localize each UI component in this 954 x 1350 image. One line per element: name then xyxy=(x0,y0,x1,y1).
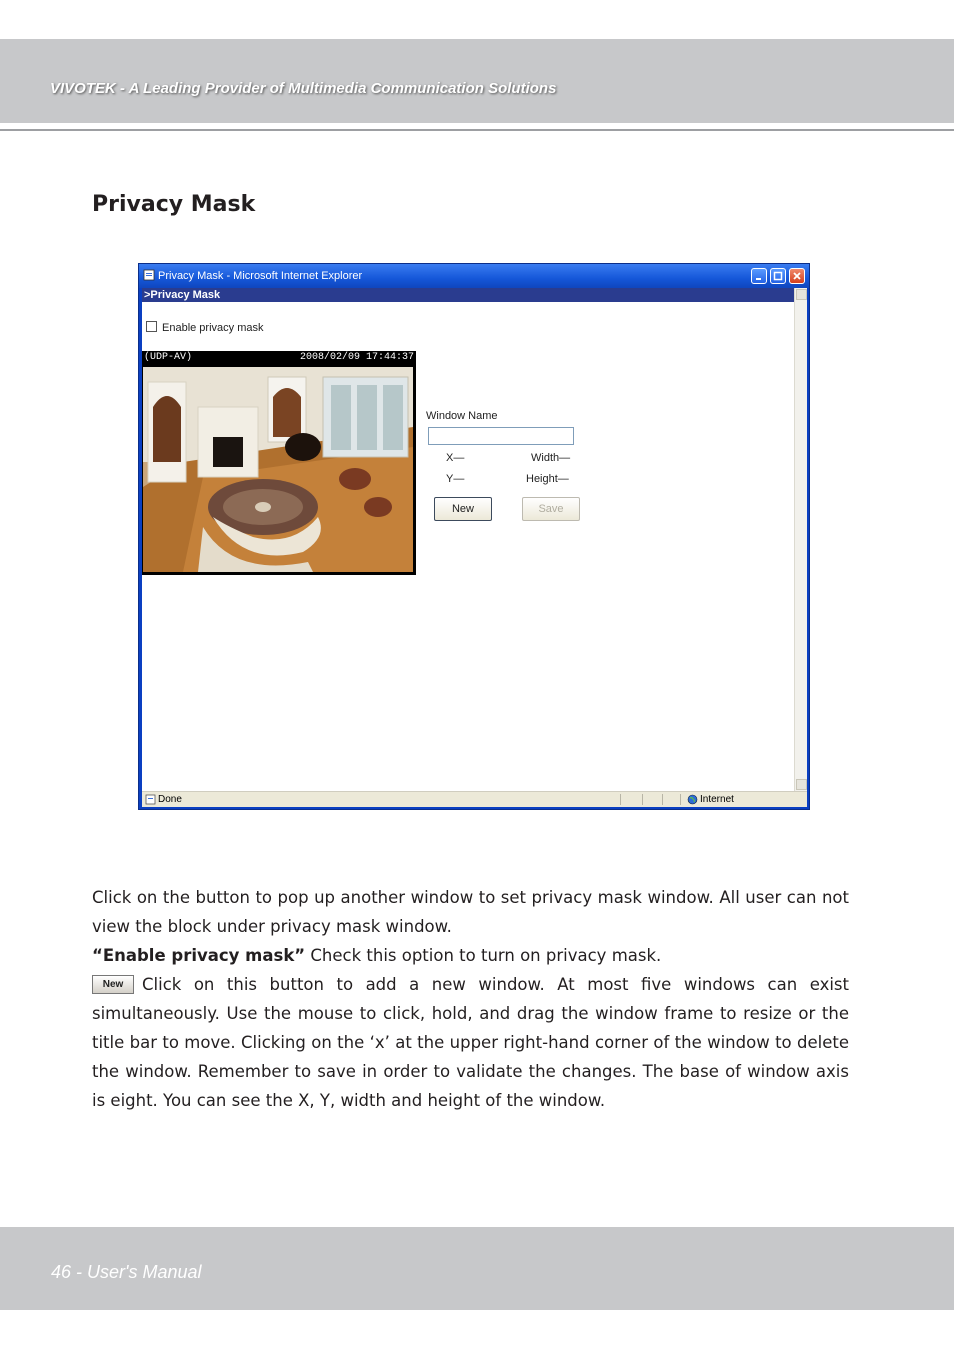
status-divider xyxy=(680,794,681,805)
security-zone-text: Internet xyxy=(700,794,734,805)
page-header-bar xyxy=(142,288,794,302)
status-divider xyxy=(642,794,643,805)
status-divider xyxy=(620,794,621,805)
globe-icon xyxy=(687,794,698,805)
enable-privacy-mask-label: Enable privacy mask xyxy=(162,322,264,334)
status-text: Done xyxy=(158,794,182,805)
ie-page-icon xyxy=(143,269,155,281)
video-info-bar xyxy=(142,351,416,365)
camera-room-image xyxy=(143,367,413,572)
video-timestamp: 2008/02/09 17:44:37 xyxy=(299,352,414,363)
video-protocol-label: (UDP-AV) xyxy=(144,352,193,363)
height-label: Height— xyxy=(526,473,569,485)
header-tagline: VIVOTEK - A Leading Provider of Multimedia Communication Solutions xyxy=(50,80,557,97)
new-button-paragraph xyxy=(92,970,849,1115)
enable-privacy-mask-checkbox[interactable] xyxy=(146,321,157,332)
close-icon[interactable] xyxy=(789,268,805,284)
maximize-icon[interactable] xyxy=(770,268,786,284)
window-name-label: Window Name xyxy=(426,410,498,422)
video-preview[interactable] xyxy=(142,351,416,575)
ie-status-bar xyxy=(142,791,807,807)
ie-window-title: Privacy Mask - Microsoft Internet Explorer xyxy=(158,270,363,282)
ie-window-screenshot xyxy=(138,263,810,810)
x-label: X— xyxy=(446,452,465,464)
section-title: Privacy Mask xyxy=(92,192,256,217)
new-button-illustration: New xyxy=(92,975,134,994)
enable-option-paragraph xyxy=(92,941,849,970)
status-divider xyxy=(662,794,663,805)
intro-paragraph: Click on the button to pop up another window to set privacy mask window. All user can not view the block under privacy mask window. xyxy=(92,888,849,936)
page-header-title: >Privacy Mask xyxy=(144,289,221,301)
scroll-up-icon[interactable] xyxy=(796,289,807,300)
enable-option-description: Check this option to turn on privacy mask. xyxy=(305,946,662,965)
new-window-button[interactable]: New xyxy=(434,497,492,521)
enable-option-term: “Enable privacy mask” xyxy=(92,946,306,965)
save-button[interactable]: Save xyxy=(522,497,580,521)
scroll-down-icon[interactable] xyxy=(796,779,807,790)
ie-content-area xyxy=(142,288,807,791)
width-label: Width— xyxy=(531,452,571,464)
header-divider xyxy=(0,129,954,131)
enable-privacy-mask-row[interactable] xyxy=(146,321,264,334)
page-done-icon xyxy=(145,794,156,805)
vertical-scrollbar[interactable] xyxy=(794,288,807,791)
ie-titlebar xyxy=(139,264,809,288)
minimize-icon[interactable] xyxy=(751,268,767,284)
y-label: Y— xyxy=(446,473,465,485)
new-button-description: Click on this button to add a new window. At most five windows can exist simultaneously. Use the mouse to click, hold, and drag the window frame to resize or the title bar to move. Clicking on the ‘x’ at the upper right-hand corner of the window to delete the window. Remember to save in order to validate the changes. The base of window axis is eight. You can see the X, Y, width and height of the window. xyxy=(92,975,849,1110)
footer-page-label: 46 - User's Manual xyxy=(51,1262,202,1282)
window-name-input[interactable] xyxy=(428,427,574,445)
